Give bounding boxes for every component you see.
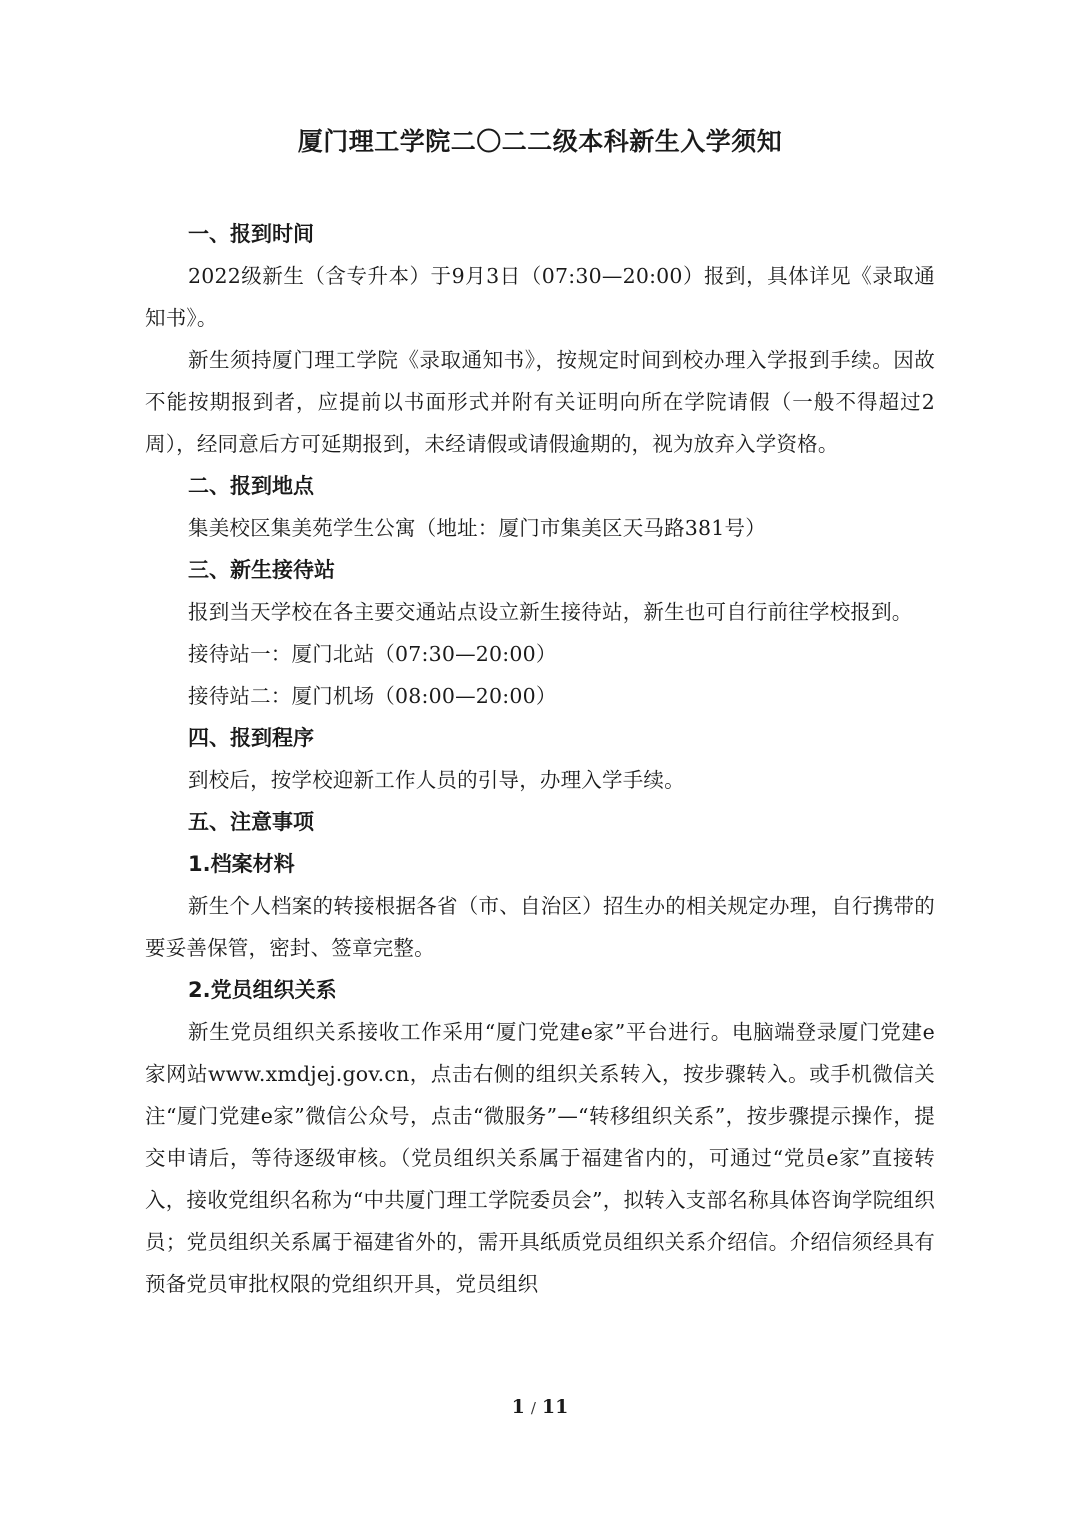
subheading-party-membership: 2.党员组织关系 <box>188 978 337 1002</box>
section-heading-reporting-procedure: 四、报到程序 <box>188 726 314 750</box>
section-heading-reception-station: 三、新生接待站 <box>188 558 335 582</box>
total-pages-number: 11 <box>541 1396 569 1418</box>
reception-station-paragraph: 报到当天学校在各主要交通站点设立新生接待站，新生也可自行前往学校报到。 <box>188 600 913 624</box>
party-membership-paragraph: 新生党员组织关系接收工作采用“厦门党建e家”平台进行。电脑端登录厦门党建e家网站www.xmdjej.gov.cn，点击右侧的组织关系转入，按步骤转入。或手机微信关注“厦门党建e家”微信公众号，点击“微服务”—“转移组织关系”，按步骤提示操作，提交申请后，等待逐级审核。（党员组织关系属于福建省内的，可通过“党员e家”直接转入，接收党组织名称为“中共厦门理工学院委员会”，拟转入支部名称具体咨询学院组织员；党员组织关系属于福建省外的，需开具纸质党员组织关系介绍信。介绍信须经具有预备党员审批权限的党组织开具，党员组织 <box>145 1020 935 1296</box>
reception-station-1: 接待站一：厦门北站（07:30—20:00） <box>188 642 557 666</box>
page-number <box>0 1396 1080 1418</box>
section-heading-reporting-location: 二、报到地点 <box>188 474 314 498</box>
reporting-time-paragraph-1: 2022级新生（含专升本）于9月3日（07:30—20:00）报到，具体详见《录取通知书》。 <box>145 264 935 330</box>
reporting-location-paragraph: 集美校区集美苑学生公寓（地址：厦门市集美区天马路381号） <box>188 516 766 540</box>
document-body <box>145 213 935 1305</box>
section-heading-reporting-time: 一、报到时间 <box>188 222 314 246</box>
reporting-time-paragraph-2: 新生须持厦门理工学院《录取通知书》，按规定时间到校办理入学报到手续。因故不能按期报到者，应提前以书面形式并附有关证明向所在学院请假（一般不得超过2周），经同意后方可延期报到，未经请假或请假逾期的，视为放弃入学资格。 <box>145 348 935 456</box>
reporting-procedure-paragraph: 到校后，按学校迎新工作人员的引导，办理入学手续。 <box>188 768 685 792</box>
page-separator: / <box>530 1399 536 1417</box>
current-page-number: 1 <box>511 1396 525 1418</box>
section-heading-notes: 五、注意事项 <box>188 810 314 834</box>
subheading-archive-materials: 1.档案材料 <box>188 852 295 876</box>
reception-station-2: 接待站二：厦门机场（08:00—20:00） <box>188 684 557 708</box>
archive-materials-paragraph: 新生个人档案的转接根据各省（市、自治区）招生办的相关规定办理，自行携带的要妥善保管，密封、签章完整。 <box>145 894 935 960</box>
document-title: 厦门理工学院二〇二二级本科新生入学须知 <box>297 127 783 156</box>
